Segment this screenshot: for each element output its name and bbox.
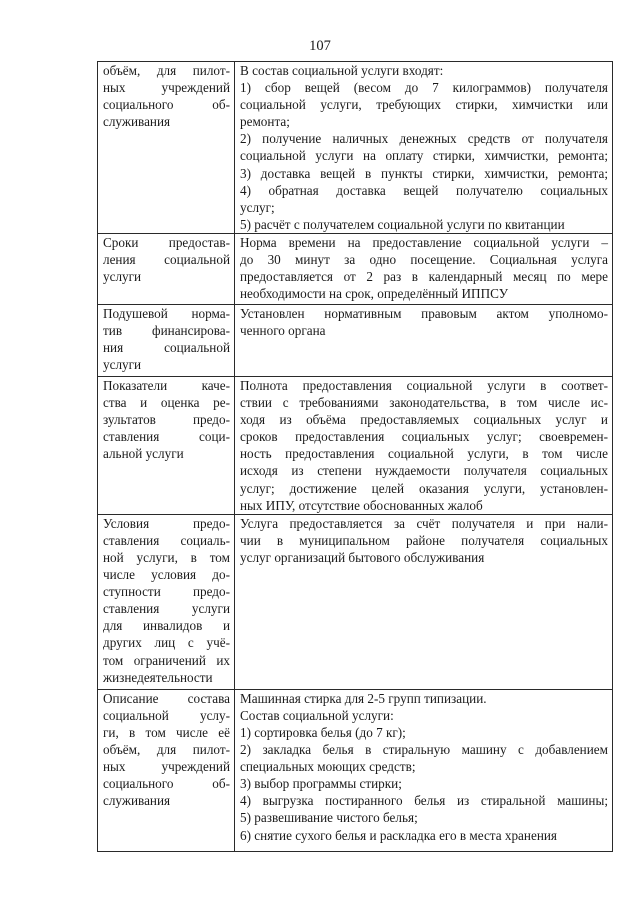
table-row <box>98 514 613 689</box>
label-line: ных учреждений <box>103 759 230 775</box>
row-label <box>98 377 235 515</box>
label-line: том ограничений их <box>103 652 230 668</box>
label-line: Условия предо- <box>103 515 230 531</box>
label-line: социального об- <box>103 776 230 792</box>
label-line: числе условия до- <box>103 567 230 583</box>
content-line: 6) снятие сухого белья и раскладка его в места хранения <box>240 827 558 843</box>
content-line: ных ИПУ, отсутствие обоснованных жалоб <box>240 497 483 513</box>
label-line: социальной услу- <box>103 707 230 723</box>
content-line: исходя из степени нуждаемости получателя социальных <box>240 463 608 479</box>
content-line: 1) сбор вещей (весом до 7 килограммов) получателя <box>240 80 608 96</box>
row-label <box>98 689 235 851</box>
row-label <box>98 514 235 689</box>
label-line: объём, для пилот- <box>103 742 230 758</box>
label-line: ставления услуги <box>103 601 230 617</box>
label-line: ступности предо- <box>103 584 230 600</box>
table-row <box>98 305 613 377</box>
label-line: социального об- <box>103 97 230 113</box>
row-content <box>235 62 613 234</box>
label-line: Подушевой норма- <box>103 306 230 321</box>
content-line: 4) выгрузка постиранного белья из стиральной машины; <box>240 793 608 809</box>
label-line: зультатов предо- <box>103 412 230 428</box>
row-label <box>98 234 235 305</box>
content-line: ствии с требованиями законодательства, в том числе ис- <box>240 395 608 411</box>
label-line: других лиц с учё- <box>103 635 230 651</box>
table-row <box>98 689 613 851</box>
content-line: услуг; достижение целей оказания услуги, установлен- <box>240 480 608 496</box>
service-standard-table <box>97 61 613 852</box>
label-line: ставления социаль- <box>103 532 230 548</box>
label-line: альной услуги <box>103 446 184 462</box>
label-line: для инвалидов и <box>103 618 230 634</box>
label-line: служивания <box>103 114 171 130</box>
label-line: Показатели каче- <box>103 378 230 393</box>
row-content <box>235 377 613 515</box>
row-content <box>235 234 613 305</box>
label-line: ной услуги, в том <box>103 549 230 565</box>
label-line: ных учреждений <box>103 80 230 96</box>
label-line: ния социальной <box>103 340 230 356</box>
content-line: 3) доставка вещей в пункты стирки, химчистки, ремонта; <box>240 165 608 181</box>
content-line: услуг организаций бытового обслуживания <box>240 549 485 565</box>
content-line: ремонта; <box>240 114 290 130</box>
label-line: услуги <box>103 357 142 373</box>
label-line: жизнедеятельности <box>103 669 213 685</box>
row-label <box>98 62 235 234</box>
content-line: Установлен нормативным правовым актом уполномо- <box>240 306 608 321</box>
label-line: услуги <box>103 269 142 285</box>
content-line: Полнота предоставления социальной услуги в соответ- <box>240 378 608 393</box>
content-line: 1) сортировка белья (до 7 кг); <box>240 724 406 740</box>
content-line: 2) закладка белья в стиральную машину с добавлением <box>240 742 608 758</box>
label-line: ления социальной <box>103 252 230 268</box>
content-line: 5) расчёт с получателем социальной услуги по квитанции <box>240 216 565 232</box>
content-line: ченного органа <box>240 323 326 339</box>
table-row <box>98 234 613 305</box>
content-line: Услуга предоставляется за счёт получателя и при нали- <box>240 515 608 531</box>
content-line: 4) обратная доставка вещей получателю социальных <box>240 182 608 198</box>
row-content <box>235 305 613 377</box>
content-line: сроков предоставления социальных услуг; своевремен- <box>240 429 608 445</box>
content-line: ность предоставления социальной услуги, в том числе <box>240 446 608 462</box>
content-line: 3) выбор программы стирки; <box>240 776 402 792</box>
content-line: предоставляется от 2 раз в календарный месяц по мере <box>240 269 608 285</box>
label-line: ги, в том числе её <box>103 724 230 740</box>
content-line: социальной услуги, требующих стирки, химчистки или <box>240 97 608 113</box>
label-line: объём, для пилот- <box>103 63 230 78</box>
content-line: ходя из объёма предоставляемых социальных услуг и <box>240 412 608 428</box>
label-line: ставления соци- <box>103 429 230 445</box>
table-row <box>98 377 613 515</box>
content-line: 2) получение наличных денежных средств от получателя <box>240 131 608 147</box>
content-line: Норма времени на предоставление социальной услуги – <box>240 235 608 250</box>
row-content <box>235 689 613 851</box>
label-line: тив финансирова- <box>103 323 230 339</box>
page-number: 107 <box>309 38 331 54</box>
content-line: до 30 минут за одно посещение. Социальная услуга <box>240 252 608 268</box>
content-line: Состав социальной услуги: <box>240 707 394 723</box>
content-line: социальной услуги на оплату стирки, химчистки, ремонта; <box>240 148 608 164</box>
content-line: необходимости на срок, определённый ИППСУ <box>240 286 509 302</box>
label-line: ства и оценка ре- <box>103 395 230 411</box>
label-line: служивания <box>103 793 171 809</box>
label-line: Описание состава <box>103 690 230 706</box>
table-row <box>98 62 613 234</box>
label-line: Сроки предостав- <box>103 235 230 250</box>
content-line: специальных моющих средств; <box>240 759 416 775</box>
content-line: В состав социальной услуги входят: <box>240 63 444 78</box>
content-line: услуг; <box>240 199 275 215</box>
row-content <box>235 514 613 689</box>
content-line: Машинная стирка для 2-5 групп типизации. <box>240 690 487 706</box>
row-label <box>98 305 235 377</box>
content-line: чии в муниципальном районе получателя социальных <box>240 532 608 548</box>
content-line: 5) развешивание чистого белья; <box>240 810 418 826</box>
